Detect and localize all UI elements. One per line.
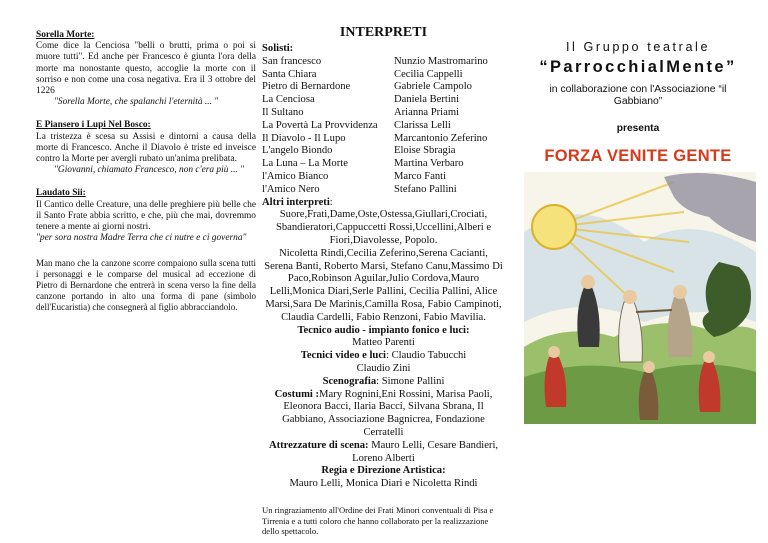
presenta-label: presenta [616, 123, 660, 134]
cast-role: l'Amico Bianco [262, 170, 329, 182]
cast-actor: Marcantonio Zeferino [394, 132, 488, 144]
props-names: Mauro Lelli, Cesare Bandieri, Loreno Alberti [352, 439, 499, 464]
section-body: Come dice la Cenciosa "belli o brutti, prima o poi si muore tutti". Ed anche per Francesco è giunta l'ora della morte ma nonostante questo, accoglie la morte con il sorriso e non come una cosa negativa. Era il 3 ottobre del 1226 [36, 41, 256, 97]
thanks-note: Un ringraziamento all'Ordine dei Frati Minori conventuali di Pisa e Tirrenia e a tutti coloro che hanno collaborato per la realizzazione dello spettacolo. [262, 505, 494, 536]
cast-role: Il Diavolo - Il Lupo [262, 132, 346, 144]
audio-name: Matteo Parenti [352, 337, 415, 349]
cast-role: l'Amico Nero [262, 183, 320, 195]
section-laudato-sii [36, 188, 256, 244]
cast-actor: Arianna Priami [394, 106, 460, 118]
cast-actor: Cecilia Cappelli [394, 68, 463, 80]
section-heading: E Piansero i Lupi Nel Bosco: [36, 120, 151, 131]
cast-actor: Nunzio Mastromarino [394, 55, 488, 67]
scenography-name: Simone Pallini [381, 375, 445, 387]
costumes-names: Mary Rognini,Eni Rossini, Marisa Paoli, Eleonora Bacci, Ilaria Bacci, Silvana Sbrana, Il Gabbiano, Associazione Bagnicrea, Fondazione Cerratelli [282, 388, 493, 438]
collaboration-note: in collaborazione con l'Associazione “il Gabbiano” [549, 84, 727, 107]
section-sorella-morte [36, 30, 256, 108]
section-piansero-i-lupi [36, 120, 256, 176]
props-credit [262, 440, 505, 466]
section-quote: "Sorella Morte, che spalanchi l'eternità ... " [54, 97, 219, 108]
cast-role: La Luna – La Morte [262, 158, 348, 170]
video-names: Claudio Tabucchi [391, 350, 467, 362]
scenography-label: Scenografia [322, 375, 377, 387]
cast-role: Il Sultano [262, 106, 304, 118]
cast-actor: Marco Fanti [394, 170, 447, 182]
other-roles: Suore,Frati,Dame,Oste,Ostessa,Giullari,Crociati, Sbandieratori,Cappuccetti Rossi,Uccellini,Alberi e Fiori,Diavolesse, Popolo. [275, 209, 492, 246]
audio-label: Tecnico audio - impianto fonico e luci: [297, 324, 470, 336]
cast-role: Santa Chiara [262, 68, 317, 80]
illustration-drawing [524, 172, 756, 424]
other-interpreters-label: Altri interpreti [262, 196, 330, 208]
section-quote: "per sora nostra Madre Terra che ci nutre e ci governa" [36, 233, 247, 244]
show-title: FORZA VENITE GENTE [544, 147, 732, 165]
section-heading: Sorella Morte: [36, 30, 95, 40]
cast-actor: Stefano Pallini [394, 183, 457, 195]
costumes-credit [262, 389, 505, 440]
left-column [36, 30, 256, 313]
cast-role: La Cenciosa [262, 94, 315, 106]
video-credit: Tecnici video e luci: Claudio Tabucchi [300, 350, 467, 362]
right-column [518, 0, 758, 166]
illustration-sun [532, 205, 576, 249]
direction-names: Mauro Lelli, Monica Diari e Nicoletta Rindi [289, 478, 478, 490]
closing-paragraph: Man mano che la canzone scorre compaiono sulla scena tutti i personaggi e le comparse del musical ad eccezione di Pietro di Bernardone che entrerà in scena verso la fine della canzone portando in alto una forma di pane (simbolo dell'Eucaristia) che consegnerà al figlio abbracciandolo. [36, 258, 256, 313]
group-logo: “ParrocchialMente” [539, 58, 737, 76]
group-name: Il Gruppo teatrale [565, 40, 711, 54]
cast-role: La Povertà La Provvidenza [262, 119, 378, 131]
middle-column [262, 0, 505, 536]
cast-actor: Daniela Bertini [394, 94, 460, 106]
section-quote: "Giovanni, chiamato Francesco, non c'era più ... " [54, 165, 245, 176]
cast-role: L'angelo Biondo [262, 145, 333, 157]
section-body: La tristezza è scesa su Assisi e dintorni a causa della morte di Francesco. Anche il Diavolo è triste ed inveisce contro la Morte per avergli rubato un'anima prelibata. [36, 131, 256, 165]
other-names: Nicoletta Rindi,Cecilia Zeferino,Serena Cacianti, Serena Banti, Roberto Marsi, Stefano Canu,Massimo Di Paco,Robinson Aguilar,Julio Cordova,Mauro Lelli,Monica Diari,Serle Pallini, Cecilia Pallini, Alice Marsi,Sara De Marinis,Camilla Rosa, Fabio Campinoti, Claudia Cardelli, Fabio Renzoni, Fabio Mavilia. [264, 247, 503, 323]
cast-list [262, 56, 505, 197]
costumes-label: Costumi : [274, 388, 320, 400]
cast-role: Pietro di Bernardone [262, 81, 351, 93]
scenography-credit: Scenografia: Simone Pallini [322, 375, 445, 387]
direction-label: Regia e Direzione Artistica: [321, 465, 446, 477]
interpreti-title: INTERPRETI [339, 25, 428, 40]
section-body: Il Cantico delle Creature, una delle preghiere più belle che il Santo Frate abbia scritto, e che, più che mai, dovremmo tenere a mente ai giorni nostri. [36, 199, 256, 233]
cast-actor: Gabriele Campolo [394, 81, 472, 93]
video-names-2: Claudio Zini [356, 362, 411, 374]
cast-actor: Martina Verbaro [394, 158, 464, 170]
props-label: Attrezzature di scena: [268, 439, 369, 451]
section-heading: Laudato Sii: [36, 188, 86, 199]
soloists-label: Solisti: [262, 43, 294, 54]
cast-actor: Clarissa Lelli [394, 119, 451, 131]
other-interpreters-line: Altri interpreti: [262, 196, 333, 208]
cast-role: San francesco [262, 55, 322, 67]
video-label: Tecnici video e luci [300, 350, 386, 362]
cast-actor: Eloise Sbragia [394, 145, 456, 157]
